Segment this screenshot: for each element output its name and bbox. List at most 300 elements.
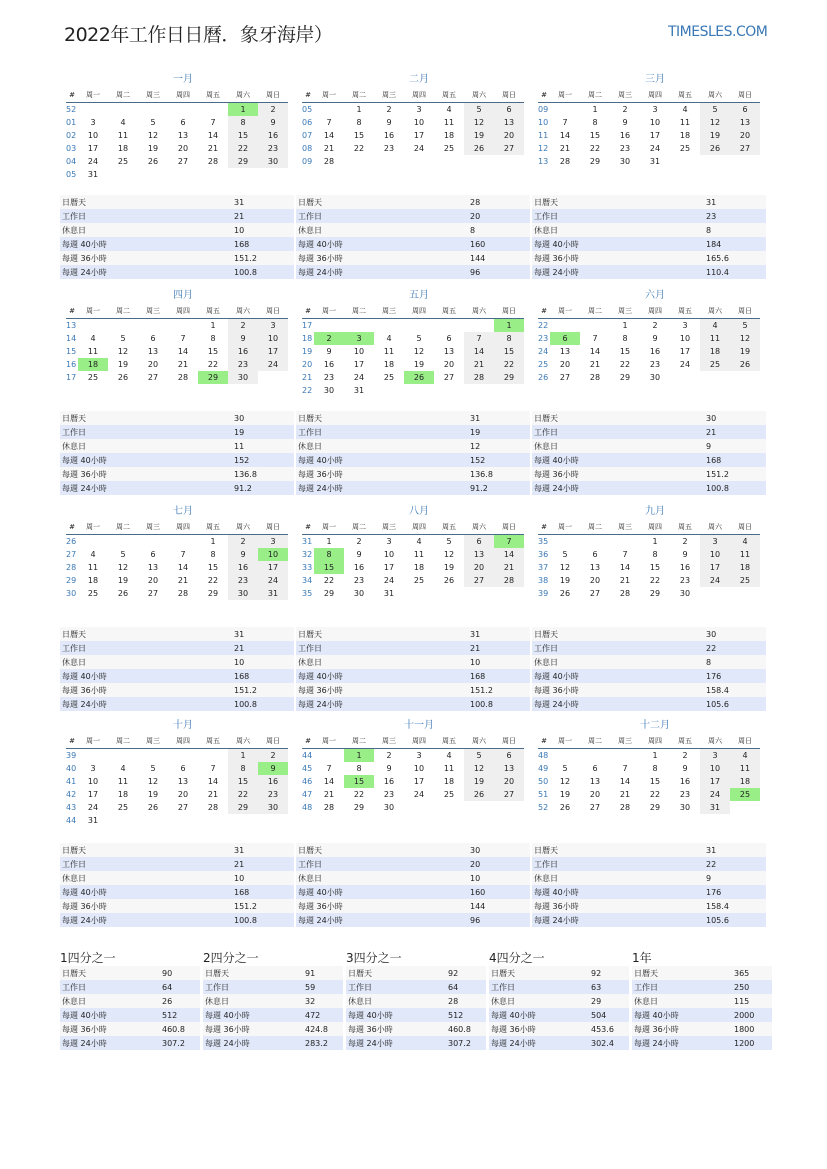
stat-row: [296, 209, 530, 223]
stat-row: [346, 994, 486, 1008]
stat-label: 休息日: [532, 439, 704, 453]
day-cell: 5: [562, 764, 568, 773]
stat-row: [532, 627, 766, 641]
stat-value: 100.8: [232, 913, 294, 927]
day-cell: [670, 371, 700, 384]
day-cell: 31: [258, 587, 288, 600]
stat-row: [296, 913, 530, 927]
week-row: [538, 587, 760, 600]
stat-row: [60, 209, 294, 223]
day-cell: 1: [652, 751, 658, 760]
day-cell: 14: [619, 563, 631, 572]
weekday-header-row: [66, 520, 288, 535]
stat-row: [632, 1036, 772, 1050]
stat-value: 26: [160, 994, 200, 1008]
day-cell: 9: [356, 550, 362, 559]
stat-label: 每週 36小時: [60, 467, 232, 481]
stat-row: [60, 980, 200, 994]
week-number-header: #: [538, 88, 550, 103]
weekday-header: 周六: [700, 734, 730, 749]
weekday-header: 周二: [344, 520, 374, 535]
stat-value: 472: [303, 1008, 343, 1022]
month-block: [66, 288, 288, 384]
stat-row: [346, 1036, 486, 1050]
stat-row: [532, 857, 766, 871]
day-cell: [700, 587, 730, 600]
stat-label: 休息日: [532, 223, 704, 237]
day-cell: 2: [622, 105, 628, 114]
stat-row: [60, 251, 294, 265]
week-row: [66, 129, 288, 142]
page-title: 2022年工作日日曆．象牙海岸）: [64, 24, 333, 46]
stat-value: 21: [232, 641, 294, 655]
day-cell: 25: [87, 373, 99, 382]
stat-row: [60, 885, 294, 899]
week-number: 08: [302, 144, 313, 153]
day-cell: 4: [120, 764, 126, 773]
day-cell: 15: [314, 561, 344, 574]
stat-value: 160: [468, 237, 530, 251]
month-stats: [532, 195, 766, 279]
day-cell: 8: [210, 334, 216, 343]
week-number: 05: [66, 170, 77, 179]
month-calendar: [302, 88, 524, 168]
stat-value: 31: [232, 627, 294, 641]
day-cell: 4: [446, 105, 452, 114]
day-cell: 12: [117, 563, 129, 572]
day-cell: [344, 155, 374, 168]
day-cell: 24: [87, 157, 99, 166]
month-name: 九月: [645, 506, 665, 517]
day-cell: 17: [353, 360, 365, 369]
day-cell: [550, 103, 580, 117]
stat-label: 每週 36小時: [296, 251, 468, 265]
day-cell: 30: [323, 386, 335, 395]
stat-row: [60, 265, 294, 279]
day-cell: 5: [464, 103, 494, 117]
weekday-header: 周五: [670, 88, 700, 103]
weekday-header: 周五: [198, 304, 228, 319]
weekday-header: 周六: [464, 88, 494, 103]
stat-label: 工作日: [532, 641, 704, 655]
month-block: [538, 718, 760, 814]
week-row: [66, 574, 288, 587]
day-cell: 19: [147, 144, 159, 153]
week-number-header: #: [302, 88, 314, 103]
day-cell: 29: [198, 371, 228, 384]
stat-row: [296, 481, 530, 495]
weekday-header: 周五: [670, 304, 700, 319]
day-cell: 22: [323, 576, 335, 585]
weekday-header: 周二: [580, 734, 610, 749]
day-cell: 12: [147, 131, 159, 140]
month-calendar: [302, 520, 524, 600]
stat-label: 每週 40小時: [60, 885, 232, 899]
day-cell: [258, 371, 288, 384]
month-block: [66, 718, 288, 827]
stat-label: 休息日: [296, 439, 468, 453]
day-cell: 27: [589, 589, 601, 598]
stat-value: 2000: [732, 1008, 772, 1022]
stat-label: 休息日: [203, 994, 303, 1008]
day-cell: 2: [682, 751, 688, 760]
day-cell: 11: [730, 762, 760, 775]
stat-row: [60, 966, 200, 980]
stat-label: 每週 40小時: [60, 237, 232, 251]
stat-value: 31: [232, 195, 294, 209]
day-cell: 4: [386, 334, 392, 343]
day-cell: 20: [464, 561, 494, 574]
stat-value: 168: [232, 669, 294, 683]
day-cell: [168, 814, 198, 827]
day-cell: 17: [700, 775, 730, 788]
day-cell: [374, 319, 404, 333]
week-row: [302, 561, 524, 574]
stat-label: 每週 36小時: [60, 899, 232, 913]
month-block: [538, 288, 760, 384]
day-cell: 4: [90, 334, 96, 343]
week-number: 39: [66, 751, 77, 760]
day-cell: 6: [730, 103, 760, 117]
week-number: 23: [538, 334, 549, 343]
day-cell: 16: [383, 131, 395, 140]
month-name: 十一月: [404, 720, 434, 731]
stat-label: 日曆天: [60, 411, 232, 425]
stat-value: 307.2: [160, 1036, 200, 1050]
day-cell: 24: [649, 144, 661, 153]
stat-value: 30: [704, 411, 766, 425]
weekday-header: 周日: [258, 520, 288, 535]
weekday-header: 周三: [374, 520, 404, 535]
day-cell: 29: [207, 589, 219, 598]
month-name: 七月: [173, 506, 193, 517]
stat-label: 每週 36小時: [532, 467, 704, 481]
stat-value: 28: [446, 994, 486, 1008]
day-cell: 3: [90, 764, 96, 773]
day-cell: [464, 587, 494, 600]
day-cell: 28: [619, 803, 631, 812]
day-cell: [494, 384, 524, 397]
day-cell: 3: [416, 105, 422, 114]
stat-label: 每週 24小時: [532, 481, 704, 495]
stat-label: 日曆天: [532, 843, 704, 857]
day-cell: [138, 749, 168, 763]
month-stats: [532, 843, 766, 927]
stat-row: [296, 265, 530, 279]
stat-row: [532, 411, 766, 425]
stat-row: [296, 899, 530, 913]
day-cell: 9: [228, 332, 258, 345]
day-cell: 30: [649, 373, 661, 382]
day-cell: [198, 168, 228, 181]
day-cell: 15: [589, 131, 601, 140]
day-cell: 22: [228, 142, 258, 155]
day-cell: 12: [464, 116, 494, 129]
day-cell: 7: [180, 334, 186, 343]
day-cell: 18: [117, 144, 129, 153]
stat-value: 23: [704, 209, 766, 223]
day-cell: 28: [589, 373, 601, 382]
month-calendar: [302, 304, 524, 397]
day-cell: [198, 814, 228, 827]
day-cell: 6: [446, 334, 452, 343]
stat-label: 工作日: [489, 980, 589, 994]
stat-value: 20: [468, 857, 530, 871]
day-cell: 22: [353, 144, 365, 153]
week-row: [66, 749, 288, 763]
day-cell: 16: [679, 777, 691, 786]
stat-value: 176: [704, 669, 766, 683]
stat-row: [296, 669, 530, 683]
day-cell: 12: [147, 777, 159, 786]
stat-value: 63: [589, 980, 629, 994]
stat-value: 96: [468, 265, 530, 279]
week-number: 01: [66, 118, 77, 127]
week-number-header: #: [66, 304, 78, 319]
stat-row: [60, 669, 294, 683]
stat-row: [489, 994, 629, 1008]
week-row: [302, 129, 524, 142]
week-number-header: #: [538, 520, 550, 535]
stat-value: 9: [704, 439, 766, 453]
week-row: [66, 561, 288, 574]
day-cell: [580, 749, 610, 763]
day-cell: 14: [589, 347, 601, 356]
day-cell: 23: [323, 373, 335, 382]
week-row: [66, 319, 288, 333]
day-cell: 11: [443, 118, 455, 127]
day-cell: 15: [228, 775, 258, 788]
stat-value: 283.2: [303, 1036, 343, 1050]
stat-label: 每週 36小時: [632, 1022, 732, 1036]
day-cell: 11: [730, 548, 760, 561]
stat-row: [532, 683, 766, 697]
day-cell: 8: [210, 550, 216, 559]
stat-value: 160: [468, 885, 530, 899]
stat-label: 日曆天: [346, 966, 446, 980]
day-cell: 27: [494, 788, 524, 801]
stat-value: 453.6: [589, 1022, 629, 1036]
day-cell: 11: [383, 347, 395, 356]
week-number: 12: [538, 144, 549, 153]
day-cell: 6: [550, 332, 580, 345]
weekday-header: 周日: [730, 88, 760, 103]
day-cell: 16: [679, 563, 691, 572]
stat-value: 168: [468, 669, 530, 683]
week-row: [66, 775, 288, 788]
day-cell: 26: [147, 803, 159, 812]
week-number: 17: [66, 373, 77, 382]
month-block: [302, 288, 524, 397]
day-cell: 4: [700, 319, 730, 333]
stat-value: 8: [704, 223, 766, 237]
day-cell: [404, 384, 434, 397]
week-row: [302, 775, 524, 788]
day-cell: 19: [730, 345, 760, 358]
week-row: [302, 587, 524, 600]
week-row: [302, 371, 524, 384]
day-cell: 9: [386, 118, 392, 127]
week-number-header: #: [538, 734, 550, 749]
day-cell: 28: [177, 373, 189, 382]
day-cell: 11: [87, 563, 99, 572]
stat-value: 32: [303, 994, 343, 1008]
stat-row: [60, 439, 294, 453]
week-number: 29: [66, 576, 77, 585]
weekday-header-row: [302, 520, 524, 535]
day-cell: 11: [679, 118, 691, 127]
site-logo[interactable]: TIMESLES.COM: [668, 24, 768, 40]
day-cell: 19: [413, 360, 425, 369]
month-name: 一月: [173, 74, 193, 85]
stat-value: 151.2: [468, 683, 530, 697]
quarter-stats: [632, 966, 772, 1050]
stat-value: 31: [704, 843, 766, 857]
day-cell: 9: [682, 764, 688, 773]
stat-row: [296, 885, 530, 899]
day-cell: 5: [700, 103, 730, 117]
day-cell: 16: [258, 129, 288, 142]
stat-row: [489, 1036, 629, 1050]
day-cell: 3: [700, 535, 730, 549]
month-block: [302, 72, 524, 168]
stat-label: 工作日: [532, 425, 704, 439]
week-number: 39: [538, 589, 549, 598]
week-row: [302, 345, 524, 358]
stat-label: 工作日: [632, 980, 732, 994]
week-number: 33: [302, 563, 313, 572]
day-cell: 13: [464, 548, 494, 561]
day-cell: 22: [589, 144, 601, 153]
week-number-header: #: [66, 520, 78, 535]
quarter-title: 1年: [632, 951, 652, 965]
day-cell: [198, 749, 228, 763]
stat-value: 10: [468, 871, 530, 885]
week-number: 37: [538, 563, 549, 572]
day-cell: 10: [353, 347, 365, 356]
week-row: [66, 587, 288, 600]
day-cell: 31: [87, 816, 99, 825]
stat-value: 9: [704, 871, 766, 885]
day-cell: 12: [730, 332, 760, 345]
day-cell: 8: [622, 334, 628, 343]
day-cell: 10: [413, 118, 425, 127]
stat-row: [489, 1022, 629, 1036]
day-cell: [108, 749, 138, 763]
stat-value: 91: [303, 966, 343, 980]
stat-value: 158.4: [704, 899, 766, 913]
day-cell: 30: [383, 803, 395, 812]
week-row: [538, 801, 760, 814]
day-cell: 10: [258, 548, 288, 561]
week-number: 09: [302, 157, 313, 166]
stat-value: 64: [446, 980, 486, 994]
week-number: 44: [66, 816, 77, 825]
stat-row: [532, 885, 766, 899]
month-block: [538, 504, 760, 600]
stat-value: 512: [446, 1008, 486, 1022]
day-cell: 28: [323, 803, 335, 812]
day-cell: 14: [619, 777, 631, 786]
day-cell: [610, 535, 640, 549]
day-cell: [314, 749, 344, 763]
day-cell: 13: [589, 777, 601, 786]
day-cell: 22: [649, 576, 661, 585]
week-row: [302, 535, 524, 549]
week-number: 32: [302, 550, 313, 559]
day-cell: 12: [413, 347, 425, 356]
weekday-header: 周五: [670, 520, 700, 535]
stat-row: [296, 627, 530, 641]
stat-value: 1200: [732, 1036, 772, 1050]
day-cell: 2: [258, 749, 288, 763]
month-name: 五月: [409, 290, 429, 301]
stat-label: 每週 24小時: [346, 1036, 446, 1050]
day-cell: [730, 371, 760, 384]
stat-row: [60, 1022, 200, 1036]
weekday-header-row: [538, 88, 760, 103]
day-cell: 17: [413, 131, 425, 140]
week-number: 42: [66, 790, 77, 799]
day-cell: [78, 319, 108, 333]
weekday-header: 周六: [228, 88, 258, 103]
stat-row: [296, 195, 530, 209]
weekday-header: 周二: [344, 734, 374, 749]
weekday-header: 周日: [258, 734, 288, 749]
stat-label: 日曆天: [60, 966, 160, 980]
day-cell: 16: [228, 345, 258, 358]
day-cell: 21: [323, 144, 335, 153]
month-name: 十二月: [640, 720, 670, 731]
weekday-header: 周五: [670, 734, 700, 749]
stat-label: 每週 36小時: [489, 1022, 589, 1036]
stat-row: [532, 251, 766, 265]
weekday-header: 周日: [730, 304, 760, 319]
day-cell: 27: [147, 373, 159, 382]
week-number: 02: [66, 131, 77, 140]
stat-value: 1800: [732, 1022, 772, 1036]
stat-label: 每週 24小時: [296, 265, 468, 279]
day-cell: 30: [619, 157, 631, 166]
day-cell: [108, 319, 138, 333]
day-cell: [168, 319, 198, 333]
stat-label: 工作日: [60, 209, 232, 223]
stat-label: 每週 24小時: [532, 265, 704, 279]
stat-label: 休息日: [296, 655, 468, 669]
day-cell: 6: [464, 535, 494, 549]
day-cell: 15: [344, 775, 374, 788]
day-cell: 10: [87, 131, 99, 140]
weekday-header-row: [302, 304, 524, 319]
stat-value: 168: [232, 885, 294, 899]
day-cell: 11: [700, 332, 730, 345]
week-number: 52: [538, 803, 549, 812]
stat-label: 日曆天: [532, 411, 704, 425]
day-cell: 20: [177, 790, 189, 799]
day-cell: 3: [90, 118, 96, 127]
day-cell: 12: [559, 777, 571, 786]
weekday-header: 周四: [404, 734, 434, 749]
stat-row: [60, 871, 294, 885]
day-cell: 2: [652, 321, 658, 330]
week-number-header: #: [302, 734, 314, 749]
day-cell: 9: [228, 548, 258, 561]
week-number: 25: [538, 360, 549, 369]
week-number: 10: [538, 118, 549, 127]
stat-label: 日曆天: [203, 966, 303, 980]
day-cell: [344, 319, 374, 333]
day-cell: 29: [619, 373, 631, 382]
